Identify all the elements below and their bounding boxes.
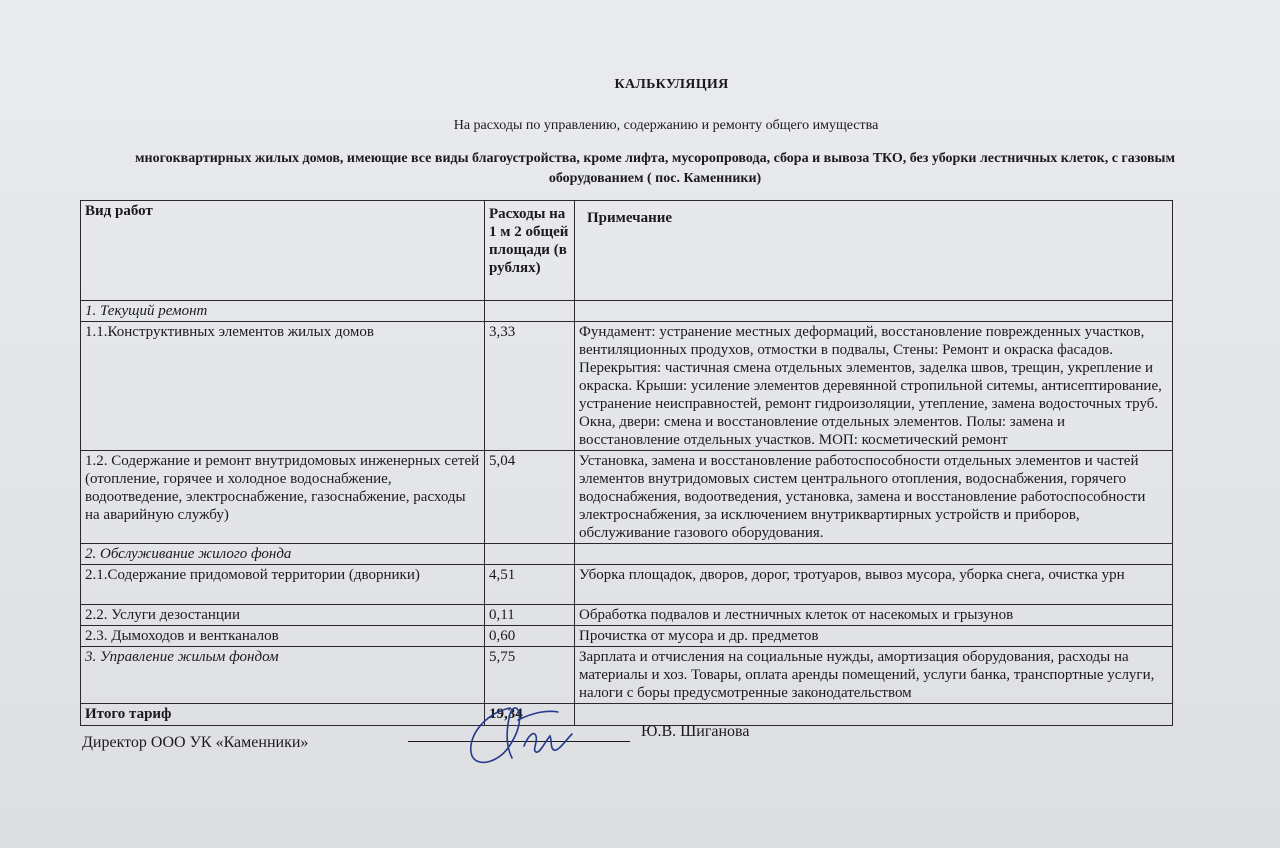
note-cell: Уборка площадок, дворов, дорог, тротуаров, вывоз мусора, уборка снега, очистка урн <box>575 565 1173 605</box>
table-row <box>81 451 1173 544</box>
table-total-row <box>81 704 1173 726</box>
cost-cell: 4,51 <box>485 565 575 605</box>
cost-cell <box>485 301 575 322</box>
section-title: 2. Обслуживание жилого фонда <box>81 544 485 565</box>
note-cell <box>575 301 1173 322</box>
section-title: 3. Управление жилым фондом <box>81 647 485 704</box>
document-subtitle-details: многоквартирных жилых домов, имеющие все виды благоустройства, кроме лифта, мусоропровода, сбора и вывоза ТКО, без уборки лестничных клеток, с газовым оборудованием ( пос. Каменники) <box>134 151 1175 186</box>
table-row-section-1 <box>81 301 1173 322</box>
table-row <box>81 605 1173 626</box>
cost-cell: 3,33 <box>485 322 575 451</box>
header-cost: Расходы на 1 м 2 общей площади (в рублях) <box>485 201 575 301</box>
document-title: КАЛЬКУЛЯЦИЯ <box>614 77 729 92</box>
signatory-position: Директор ООО УК «Каменники» <box>82 734 309 751</box>
cost-cell: 5,75 <box>485 647 575 704</box>
note-cell: Установка, замена и восстановление работоспособности отдельных элементов и частей элементов внутридомовых систем центрального отопления, водоснабжения, горячего водоснабжения, водоотведения, установка, замена и восстановление работоспособности электроснабжения, за исключением внутриквартирных устройств и приборов, обслуживание газового оборудования. <box>575 451 1173 544</box>
note-cell <box>575 544 1173 565</box>
note-cell: Фундамент: устранение местных деформаций, восстановление поврежденных участков, вентиляционных продухов, отмостки в подвалы, Стены: Ремонт и окраска фасадов. Перекрытия: частичная смена отдельных элементов, заделка швов, трещин, укрепление и окраска. Крыши: усиление элементов деревянной стропильной ситемы, антисептирование, устранение неисправностей, ремонт гидроизоляции, утепление, замена водосточных труб. Окна, двери: смена и восстановление отдельных элементов. Полы: замена и восстановление отдельных участков. МОП: косметический ремонт <box>575 322 1173 451</box>
work-cell: 1.2. Содержание и ремонт внутридомовых инженерных сетей (отопление, горячее и холодное водоснабжение, водоотведение, электроснабжение, газоснабжение, расходы на аварийную службу) <box>81 451 485 544</box>
document-subtitle: На расходы по управлению, содержанию и ремонту общего имущества <box>453 118 879 133</box>
note-cell: Обработка подвалов и лестничных клеток от насекомых и грызунов <box>575 605 1173 626</box>
header-work-type: Вид работ <box>81 201 485 301</box>
signatory-name: Ю.В. Шиганова <box>641 723 750 740</box>
section-title: 1. Текущий ремонт <box>81 301 485 322</box>
work-cell: 1.1.Конструктивных элементов жилых домов <box>81 322 485 451</box>
table-row <box>81 322 1173 451</box>
note-cell: Зарплата и отчисления на социальные нужды, амортизация оборудования, расходы на материалы и хоз. Товары, оплата аренды помещений, услуги банка, транспортные услуги, налоги с боры предусмотренные законодательством <box>575 647 1173 704</box>
note-cell: Прочистка от мусора и др. предметов <box>575 626 1173 647</box>
table-row <box>81 626 1173 647</box>
work-cell: 2.2. Услуги дезостанции <box>81 605 485 626</box>
table-row <box>81 565 1173 605</box>
work-cell: 2.3. Дымоходов и вентканалов <box>81 626 485 647</box>
cost-cell: 5,04 <box>485 451 575 544</box>
signature-mark <box>462 700 622 770</box>
total-value: 19,34 <box>485 704 575 726</box>
table-row-section-3 <box>81 647 1173 704</box>
cost-cell: 0,11 <box>485 605 575 626</box>
header-note: Примечание <box>575 201 1173 301</box>
calculation-table <box>80 200 1173 726</box>
table-header-row <box>81 201 1173 301</box>
total-label: Итого тариф <box>81 704 485 726</box>
cost-cell <box>485 544 575 565</box>
table-row-section-2 <box>81 544 1173 565</box>
cost-cell: 0,60 <box>485 626 575 647</box>
work-cell: 2.1.Содержание придомовой территории (дворники) <box>81 565 485 605</box>
